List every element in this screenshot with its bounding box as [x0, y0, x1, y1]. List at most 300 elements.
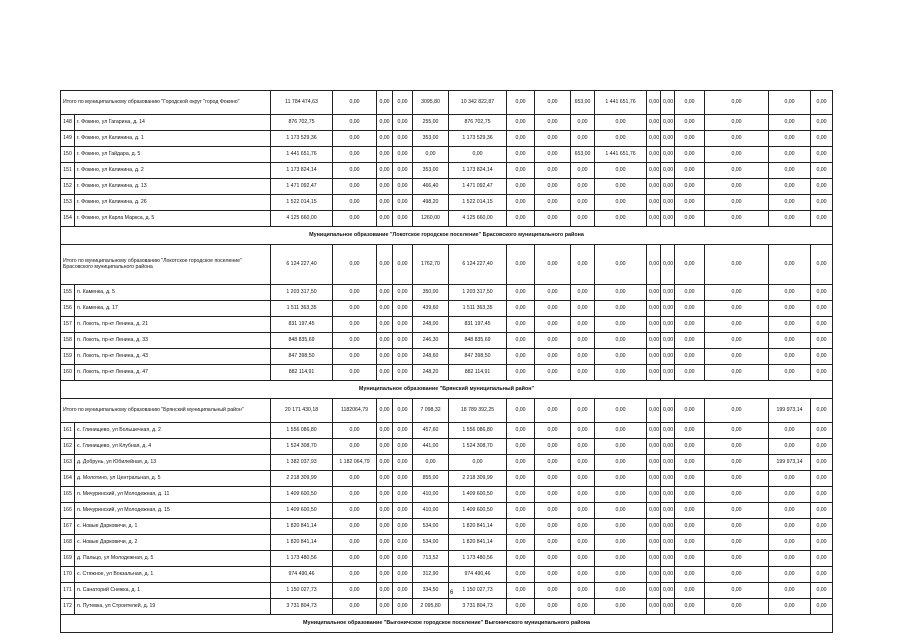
- row-cell: 353,00: [413, 163, 449, 179]
- row-cell: 2 095,80: [413, 599, 449, 615]
- row-cell: 0,00: [571, 301, 595, 317]
- row-cell: 1 524 308,70: [271, 439, 333, 455]
- total-cell: 0,00: [595, 245, 647, 285]
- row-cell: 0,00: [507, 195, 535, 211]
- row-cell: 0,00: [333, 365, 377, 381]
- row-cell: 0,00: [661, 503, 675, 519]
- row-cell: 0,00: [333, 317, 377, 333]
- row-cell: 0,00: [377, 567, 393, 583]
- row-cell: 0,00: [675, 211, 705, 227]
- row-number: 161: [61, 423, 75, 439]
- row-cell: 1 182 064,79: [333, 455, 377, 471]
- row-cell: 0,00: [393, 301, 413, 317]
- row-cell: 0,00: [811, 333, 833, 349]
- row-cell: 0,00: [675, 163, 705, 179]
- row-cell: 0,00: [595, 285, 647, 301]
- row-cell: 255,00: [413, 115, 449, 131]
- row-cell: 0,00: [647, 333, 661, 349]
- row-cell: 0,00: [675, 583, 705, 599]
- total-cell: 0,00: [705, 245, 769, 285]
- total-label: Итого по муниципальному образованию "Брянский муниципальный район": [61, 399, 271, 423]
- row-cell: 0,00: [769, 317, 811, 333]
- row-cell: 0,00: [705, 471, 769, 487]
- row-address: г. Фокино, ул Гайдара, д. 5: [75, 147, 271, 163]
- row-cell: 0,00: [675, 503, 705, 519]
- row-cell: 1 173 480,56: [449, 551, 507, 567]
- row-cell: 0,00: [535, 349, 571, 365]
- row-cell: 0,00: [393, 503, 413, 519]
- row-cell: 534,00: [413, 519, 449, 535]
- row-cell: 0,00: [647, 503, 661, 519]
- row-cell: 0,00: [595, 301, 647, 317]
- row-cell: 0,00: [705, 211, 769, 227]
- row-number: 170: [61, 567, 75, 583]
- row-cell: 0,00: [705, 551, 769, 567]
- row-cell: 0,00: [769, 301, 811, 317]
- row-cell: 0,00: [661, 317, 675, 333]
- row-cell: 1 173 529,36: [271, 131, 333, 147]
- row-cell: 0,00: [647, 349, 661, 365]
- table-row: [61, 535, 833, 551]
- row-cell: 0,00: [333, 349, 377, 365]
- row-number: 148: [61, 115, 75, 131]
- row-cell: 1260,00: [413, 211, 449, 227]
- row-cell: 0,00: [377, 195, 393, 211]
- row-cell: 0,00: [647, 423, 661, 439]
- row-cell: 0,00: [811, 567, 833, 583]
- row-cell: 1 471 092,47: [449, 179, 507, 195]
- row-number: 154: [61, 211, 75, 227]
- row-address: п. Каменка, д. 17: [75, 301, 271, 317]
- row-cell: 0,00: [811, 535, 833, 551]
- row-cell: 0,00: [595, 211, 647, 227]
- total-cell: 20 171 430,18: [271, 399, 333, 423]
- total-cell: 0,00: [393, 245, 413, 285]
- table-row: [61, 599, 833, 615]
- row-cell: 0,00: [393, 349, 413, 365]
- total-cell: 0,00: [333, 245, 377, 285]
- row-cell: 0,00: [333, 567, 377, 583]
- row-cell: 4 125 660,00: [271, 211, 333, 227]
- row-number: 159: [61, 349, 75, 365]
- total-cell: 0,00: [571, 399, 595, 423]
- row-address: г. Фокино, ул Калинина, д. 13: [75, 179, 271, 195]
- table-row: [61, 365, 833, 381]
- row-cell: 0,00: [705, 519, 769, 535]
- row-cell: 0,00: [535, 423, 571, 439]
- row-cell: 0,00: [535, 115, 571, 131]
- row-number: 167: [61, 519, 75, 535]
- row-cell: 0,00: [377, 365, 393, 381]
- row-cell: 0,00: [811, 131, 833, 147]
- row-cell: 0,00: [661, 439, 675, 455]
- row-cell: 2 218 309,99: [271, 471, 333, 487]
- table-row: [61, 163, 833, 179]
- row-cell: 0,00: [661, 147, 675, 163]
- row-cell: 0,00: [571, 583, 595, 599]
- total-cell: 0,00: [769, 91, 811, 115]
- row-cell: 0,00: [661, 455, 675, 471]
- row-cell: 0,00: [377, 147, 393, 163]
- row-cell: 0,00: [811, 285, 833, 301]
- row-cell: 0,00: [811, 365, 833, 381]
- row-cell: 0,00: [769, 163, 811, 179]
- row-cell: 0,00: [705, 115, 769, 131]
- row-cell: 0,00: [507, 503, 535, 519]
- row-cell: 0,00: [647, 599, 661, 615]
- total-row: [61, 399, 833, 423]
- row-cell: 0,00: [595, 455, 647, 471]
- row-cell: 0,00: [705, 131, 769, 147]
- table-row: [61, 195, 833, 211]
- row-cell: 0,00: [377, 115, 393, 131]
- row-cell: 882 114,91: [449, 365, 507, 381]
- row-cell: 0,00: [571, 131, 595, 147]
- row-cell: 0,00: [507, 365, 535, 381]
- row-cell: 0,00: [507, 455, 535, 471]
- row-cell: 0,00: [507, 471, 535, 487]
- row-cell: 0,00: [675, 349, 705, 365]
- row-address: с. Глинищево, ул Клубная, д. 4: [75, 439, 271, 455]
- row-address: п. Локоть, пр-кт Ленина, д. 43: [75, 349, 271, 365]
- row-cell: 0,00: [705, 455, 769, 471]
- row-cell: 0,00: [647, 365, 661, 381]
- row-cell: 0,00: [675, 551, 705, 567]
- row-cell: 1 173 824,14: [449, 163, 507, 179]
- row-address: п. Мичуринский, ул Молодежная, д. 11: [75, 487, 271, 503]
- row-cell: 0,00: [769, 195, 811, 211]
- row-cell: 0,00: [377, 285, 393, 301]
- row-cell: 0,00: [705, 301, 769, 317]
- row-cell: 0,00: [393, 423, 413, 439]
- row-cell: 1 522 014,15: [449, 195, 507, 211]
- row-cell: 0,00: [647, 211, 661, 227]
- row-cell: 0,00: [647, 301, 661, 317]
- row-number: 171: [61, 583, 75, 599]
- row-cell: 0,00: [507, 551, 535, 567]
- row-cell: 350,00: [413, 285, 449, 301]
- row-cell: 0,00: [769, 423, 811, 439]
- row-cell: 0,00: [449, 147, 507, 163]
- row-cell: 1 820 841,14: [449, 535, 507, 551]
- row-cell: 0,00: [507, 163, 535, 179]
- row-cell: 0,00: [393, 519, 413, 535]
- row-cell: 0,00: [769, 131, 811, 147]
- total-cell: 3095,80: [413, 91, 449, 115]
- row-cell: 0,00: [647, 131, 661, 147]
- row-cell: 0,00: [647, 471, 661, 487]
- row-cell: 876 702,75: [271, 115, 333, 131]
- row-cell: 0,00: [811, 455, 833, 471]
- row-cell: 0,00: [393, 115, 413, 131]
- row-address: г. Фокино, ул Калинина, д. 2: [75, 163, 271, 179]
- row-cell: 0,00: [507, 487, 535, 503]
- row-cell: 0,00: [675, 301, 705, 317]
- total-cell: 0,00: [705, 91, 769, 115]
- row-cell: 0,00: [595, 551, 647, 567]
- row-cell: 0,00: [333, 301, 377, 317]
- table-row: [61, 333, 833, 349]
- row-cell: 0,00: [647, 147, 661, 163]
- row-cell: 0,00: [769, 285, 811, 301]
- row-cell: 1 203 317,50: [449, 285, 507, 301]
- row-address: п. Мичуринский, ул Молодежная, д. 15: [75, 503, 271, 519]
- row-cell: 0,00: [507, 333, 535, 349]
- row-cell: 0,00: [811, 163, 833, 179]
- row-cell: 831 197,45: [271, 317, 333, 333]
- row-cell: 0,00: [535, 487, 571, 503]
- row-cell: 0,00: [661, 131, 675, 147]
- table-row: [61, 147, 833, 163]
- row-cell: 0,00: [647, 163, 661, 179]
- row-cell: 0,00: [535, 471, 571, 487]
- row-cell: 0,00: [535, 519, 571, 535]
- total-cell: 0,00: [705, 399, 769, 423]
- row-cell: 0,00: [571, 599, 595, 615]
- row-cell: 0,00: [507, 285, 535, 301]
- row-cell: 1 203 317,50: [271, 285, 333, 301]
- row-address: г. Фокино, ул Калинина, д. 1: [75, 131, 271, 147]
- row-cell: 0,00: [769, 567, 811, 583]
- row-cell: 0,00: [705, 349, 769, 365]
- row-cell: 0,00: [571, 211, 595, 227]
- row-cell: 0,00: [535, 317, 571, 333]
- row-cell: 0,00: [393, 131, 413, 147]
- row-cell: 0,00: [769, 487, 811, 503]
- row-cell: 410,00: [413, 487, 449, 503]
- table-row: [61, 471, 833, 487]
- total-cell: 0,00: [507, 245, 535, 285]
- row-cell: 0,00: [571, 567, 595, 583]
- row-cell: 0,00: [507, 567, 535, 583]
- row-cell: 0,00: [769, 599, 811, 615]
- row-cell: 0,00: [535, 131, 571, 147]
- row-cell: 0,00: [595, 317, 647, 333]
- row-cell: 353,00: [413, 131, 449, 147]
- total-cell: 0,00: [811, 245, 833, 285]
- row-cell: 0,00: [647, 285, 661, 301]
- row-cell: 0,00: [647, 535, 661, 551]
- row-cell: 410,00: [413, 503, 449, 519]
- row-cell: 0,00: [675, 423, 705, 439]
- row-cell: 0,00: [595, 503, 647, 519]
- row-cell: 0,00: [661, 301, 675, 317]
- total-cell: 0,00: [675, 245, 705, 285]
- row-cell: 0,00: [769, 211, 811, 227]
- row-cell: 0,00: [535, 439, 571, 455]
- row-cell: 0,00: [811, 211, 833, 227]
- total-cell: 0,00: [647, 91, 661, 115]
- row-cell: 0,00: [647, 179, 661, 195]
- row-cell: 0,00: [333, 503, 377, 519]
- row-cell: 0,00: [393, 333, 413, 349]
- row-cell: 0,00: [507, 535, 535, 551]
- row-cell: 3 731 804,73: [449, 599, 507, 615]
- row-cell: 0,00: [595, 333, 647, 349]
- row-cell: 248,60: [413, 349, 449, 365]
- total-cell: 0,00: [811, 91, 833, 115]
- total-cell: 0,00: [595, 399, 647, 423]
- row-cell: 0,00: [333, 195, 377, 211]
- row-cell: 0,00: [595, 599, 647, 615]
- total-cell: 0,00: [377, 399, 393, 423]
- row-cell: 0,00: [393, 365, 413, 381]
- row-cell: 0,00: [675, 471, 705, 487]
- table-row: [61, 519, 833, 535]
- total-cell: 6 124 227,40: [449, 245, 507, 285]
- row-cell: 0,00: [661, 567, 675, 583]
- row-cell: 0,00: [661, 423, 675, 439]
- row-cell: 457,60: [413, 423, 449, 439]
- row-cell: 0,00: [705, 365, 769, 381]
- row-number: 152: [61, 179, 75, 195]
- row-cell: 0,00: [675, 115, 705, 131]
- row-cell: 0,00: [393, 317, 413, 333]
- total-cell: 0,00: [393, 91, 413, 115]
- row-cell: 0,00: [333, 583, 377, 599]
- total-row: [61, 245, 833, 285]
- row-cell: 0,00: [393, 195, 413, 211]
- row-cell: 1 173 480,56: [271, 551, 333, 567]
- total-cell: 0,00: [675, 91, 705, 115]
- row-address: п. Локоть, пр-кт Ленина, д. 21: [75, 317, 271, 333]
- register-table: [60, 90, 833, 633]
- row-cell: 466,40: [413, 179, 449, 195]
- table-row: [61, 503, 833, 519]
- row-number: 158: [61, 333, 75, 349]
- row-cell: 0,00: [535, 333, 571, 349]
- row-cell: 847 398,50: [449, 349, 507, 365]
- row-cell: 0,00: [333, 163, 377, 179]
- row-cell: 847 398,50: [271, 349, 333, 365]
- row-number: 149: [61, 131, 75, 147]
- row-cell: 0,00: [535, 285, 571, 301]
- table-row: [61, 131, 833, 147]
- row-cell: 0,00: [661, 551, 675, 567]
- row-cell: 0,00: [705, 333, 769, 349]
- row-cell: 246,30: [413, 333, 449, 349]
- row-cell: 4 125 660,00: [449, 211, 507, 227]
- row-cell: 0,00: [705, 567, 769, 583]
- row-cell: 0,00: [811, 423, 833, 439]
- row-cell: 0,00: [811, 317, 833, 333]
- row-cell: 0,00: [595, 487, 647, 503]
- row-cell: 831 197,45: [449, 317, 507, 333]
- table-row: [61, 439, 833, 455]
- row-cell: 0,00: [661, 211, 675, 227]
- row-cell: 0,00: [705, 423, 769, 439]
- row-cell: 0,00: [377, 423, 393, 439]
- row-cell: 0,00: [811, 147, 833, 163]
- row-cell: 0,00: [333, 211, 377, 227]
- total-label: Итого по муниципальному образованию "Локотское городское поселение" Брасовского муниципального района: [61, 245, 271, 285]
- row-cell: 0,00: [571, 333, 595, 349]
- total-cell: 0,00: [661, 399, 675, 423]
- total-label: Итого по муниципальному образованию "Городской округ "город Фокино": [61, 91, 271, 115]
- row-cell: 0,00: [595, 519, 647, 535]
- row-cell: 848 835,69: [449, 333, 507, 349]
- row-cell: 0,00: [535, 535, 571, 551]
- row-cell: 0,00: [769, 503, 811, 519]
- total-cell: 0,00: [769, 245, 811, 285]
- row-cell: 0,00: [647, 551, 661, 567]
- row-cell: 0,00: [393, 455, 413, 471]
- row-number: 156: [61, 301, 75, 317]
- row-number: 165: [61, 487, 75, 503]
- total-cell: 0,00: [675, 399, 705, 423]
- row-cell: 0,00: [507, 423, 535, 439]
- row-cell: 0,00: [393, 211, 413, 227]
- row-cell: 0,00: [571, 503, 595, 519]
- row-cell: 441,00: [413, 439, 449, 455]
- row-cell: 0,00: [675, 179, 705, 195]
- row-cell: 0,00: [571, 115, 595, 131]
- row-cell: 876 702,75: [449, 115, 507, 131]
- row-cell: 0,00: [595, 349, 647, 365]
- table-row: [61, 551, 833, 567]
- row-cell: 0,00: [811, 471, 833, 487]
- row-cell: 0,00: [507, 349, 535, 365]
- row-cell: 0,00: [811, 503, 833, 519]
- row-cell: 0,00: [333, 285, 377, 301]
- row-cell: 0,00: [535, 301, 571, 317]
- row-cell: 974 490,46: [271, 567, 333, 583]
- row-cell: 0,00: [571, 535, 595, 551]
- table-row: [61, 487, 833, 503]
- row-cell: 0,00: [769, 471, 811, 487]
- row-cell: 882 114,91: [271, 365, 333, 381]
- row-cell: 312,90: [413, 567, 449, 583]
- row-address: с. Новые Дарковичи, д. 1: [75, 519, 271, 535]
- total-cell: 0,00: [535, 399, 571, 423]
- row-cell: 248,00: [413, 317, 449, 333]
- row-cell: 855,00: [413, 471, 449, 487]
- section-header: Муниципальное образование "Выгоничское городское поселение" Выгоничского муниципального района: [61, 615, 833, 633]
- row-cell: 1 511 363,35: [271, 301, 333, 317]
- row-cell: 0,00: [535, 455, 571, 471]
- row-cell: 3 731 804,73: [271, 599, 333, 615]
- row-cell: 0,00: [333, 551, 377, 567]
- row-cell: 0,00: [705, 503, 769, 519]
- row-cell: 0,00: [705, 147, 769, 163]
- row-cell: 0,00: [647, 115, 661, 131]
- row-cell: 0,00: [647, 439, 661, 455]
- row-cell: 0,00: [647, 317, 661, 333]
- row-cell: 0,00: [769, 365, 811, 381]
- row-number: 163: [61, 455, 75, 471]
- row-cell: 0,00: [507, 115, 535, 131]
- row-number: 166: [61, 503, 75, 519]
- total-row: [61, 91, 833, 115]
- total-cell: 0,00: [377, 91, 393, 115]
- row-cell: 0,00: [675, 195, 705, 211]
- row-cell: 0,00: [393, 285, 413, 301]
- total-cell: 0,00: [571, 245, 595, 285]
- row-cell: 0,00: [675, 365, 705, 381]
- row-cell: 0,00: [811, 599, 833, 615]
- section-header-row: [61, 381, 833, 399]
- row-cell: 0,00: [595, 365, 647, 381]
- row-address: г. Фокино, ул Карла Маркса, д. 5: [75, 211, 271, 227]
- row-cell: 0,00: [769, 519, 811, 535]
- total-cell: 0,00: [507, 399, 535, 423]
- table-row: [61, 285, 833, 301]
- row-cell: 0,00: [647, 567, 661, 583]
- row-cell: 0,00: [647, 519, 661, 535]
- row-number: 153: [61, 195, 75, 211]
- total-cell: 1182064,79: [333, 399, 377, 423]
- row-cell: 1 820 841,14: [449, 519, 507, 535]
